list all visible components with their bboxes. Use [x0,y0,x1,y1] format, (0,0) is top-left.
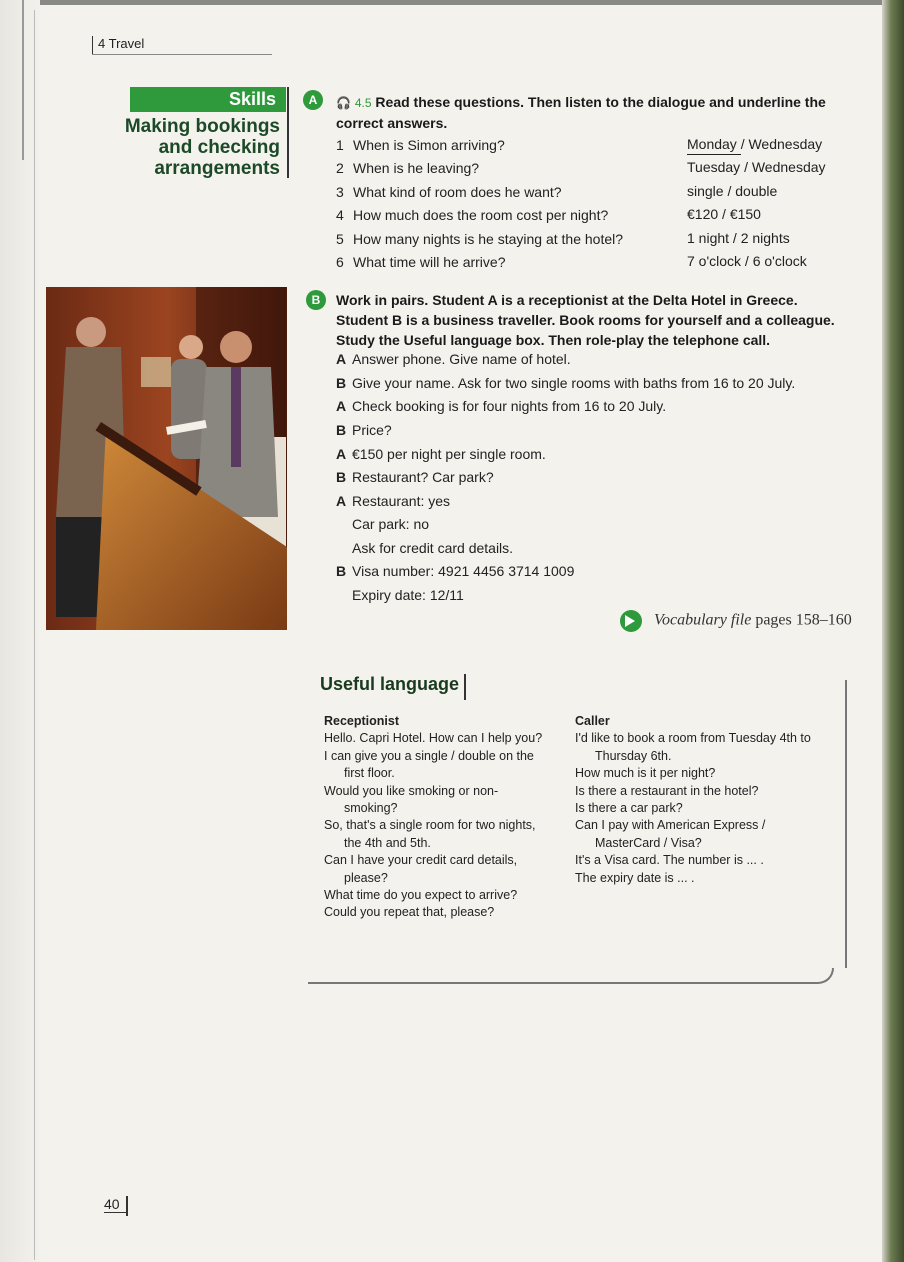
column-heading: Receptionist [324,714,400,728]
question-number: 3 [336,184,344,200]
phrase: Can I have your credit card details, please? [324,853,518,885]
box-border-right [845,680,847,968]
dialogue-text: Restaurant: yes [352,493,451,509]
dialogue-text: Ask for credit card details. [352,540,514,556]
caller-column [575,713,815,887]
page-binding-left [0,0,40,1262]
section-header [92,34,272,55]
phrase: Would you like smoking or non-smoking? [324,783,499,816]
phrase: Hello. Capri Hotel. How can I help you? [324,731,543,746]
skills-title [100,116,280,179]
question-text: When is Simon arriving? [353,137,505,153]
page-right-edge [882,0,904,1262]
question-text: How many nights is he staying at the hotel? [353,231,624,247]
dialogue-text: Visa number: 4921 4456 3714 1009 [352,563,575,579]
phrase: The expiry date is ... . [575,870,695,885]
question-number: 4 [336,207,344,223]
dialogue-text: Give your name. Ask for two single rooms with baths from 16 to 20 July. [352,375,796,391]
dialogue-text: Expiry date: 12/11 [352,587,464,603]
skills-title-line: arrangements [154,158,280,179]
answer-choice: Tuesday / Wednesday [687,159,826,175]
dialogue-text: Price? [352,422,392,438]
scan-top-edge [0,0,904,5]
dialogue-text: Car park: no [352,516,430,532]
box-border-bottom [308,968,834,984]
answer-choice: €120 / €150 [687,206,761,222]
useful-language-title: Useful language [320,674,460,694]
speaker-label: A [336,446,347,462]
dialogue-text: Check booking is for four nights from 16 to 20 July. [352,398,667,414]
vocab-pages: pages 158–160 [755,611,852,629]
arrow-right-icon [620,610,642,632]
speaker-label: B [336,422,347,438]
exercise-b-badge: B [306,290,326,310]
receptionist-column [324,713,549,922]
section-title: 4 Travel [98,36,145,51]
page-number-bar [126,1196,128,1216]
phrase: Could you repeat that, please? [324,905,495,920]
question-text: What time will he arrive? [353,254,506,270]
answer-choice: Monday / Wednesday [687,136,823,152]
hotel-reception-photo [46,287,287,630]
skills-title-line: and checking [158,137,280,158]
underline-mark [687,154,741,155]
exercise-b-instruction: Work in pairs. Student A is a receptionist at the Delta Hotel in Greece. Student B is a business traveller. Book rooms for yourself and a colleague. Study the Useful language box. Then role-play the telephone call. [336,292,835,348]
skills-rule [287,87,289,178]
question-number: 2 [336,160,344,176]
exercise-a-instruction [336,92,826,133]
speaker-label: A [336,351,347,367]
speaker-label: B [336,563,347,579]
question-text: When is he leaving? [353,160,480,176]
title-bar [464,674,466,700]
dialogue-text: Answer phone. Give name of hotel. [352,351,571,367]
skills-tab: Skills [130,87,286,112]
skills-title-line: Making bookings [124,116,280,137]
phrase: So, that's a single room for two nights, the 4th and 5th. [324,818,536,850]
dialogue-text: €150 per night per single room. [352,446,546,462]
answer-choice: 1 night / 2 nights [687,230,790,246]
phrase: What time do you expect to arrive? [324,888,518,903]
vocabulary-file-link[interactable] [620,610,852,632]
speaker-label: B [336,469,347,485]
phrase: How much is it per night? [575,766,716,781]
answer-choice: single / double [687,183,778,199]
phrase: Is there a car park? [575,801,683,816]
answer-choice: 7 o'clock / 6 o'clock [687,253,807,269]
photo-illustration [46,287,287,630]
speaker-label: A [336,493,347,509]
question-number: 5 [336,231,344,247]
exercise-a-badge: A [303,90,323,110]
question-number: 1 [336,137,344,153]
phrase: Is there a restaurant in the hotel? [575,783,759,798]
question-text: How much does the room cost per night? [353,207,609,223]
vocab-label: Vocabulary file [654,611,752,629]
column-heading: Caller [575,714,610,728]
binding-line [22,0,24,160]
audio-track: 4.5 [354,96,372,110]
phrase: Can I pay with American Express / MasterCard / Visa? [575,818,766,850]
page-number: 40 [104,1196,126,1213]
question-number: 6 [336,254,344,270]
useful-language-box [308,670,848,983]
speaker-label: B [336,375,347,391]
phrase: It's a Visa card. The number is ... . [575,853,764,868]
binding-line [34,10,35,1260]
exercise-a-text: Read these questions. Then listen to the dialogue and underline the correct answers. [336,94,826,131]
header-bar [92,36,93,54]
dialogue-text: Restaurant? Car park? [352,469,494,485]
speaker-label: A [336,398,347,414]
phrase: I can give you a single / double on the first floor. [324,748,534,781]
headphones-icon: 🎧 [336,96,351,110]
question-text: What kind of room does he want? [353,184,562,200]
phrase: I'd like to book a room from Tuesday 4th to Thursday 6th. [575,731,811,763]
